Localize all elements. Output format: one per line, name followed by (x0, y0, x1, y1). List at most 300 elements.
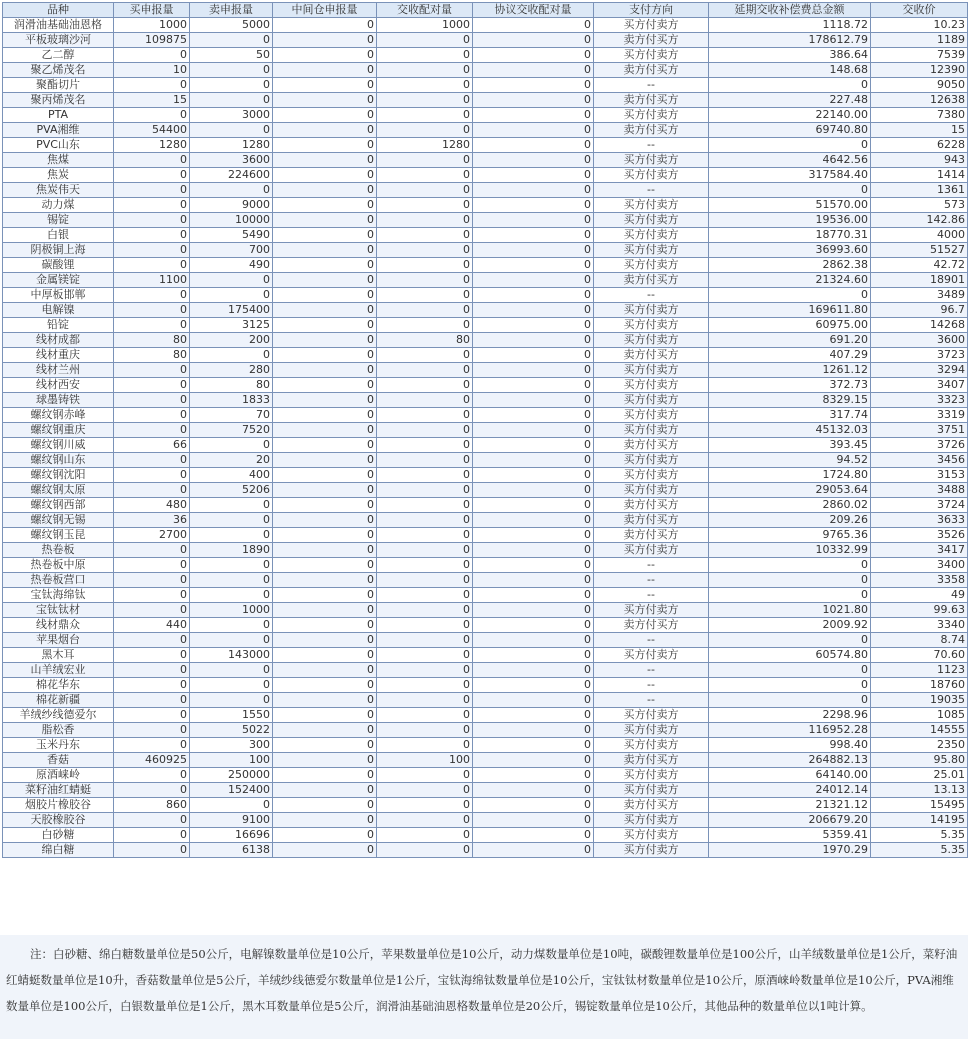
cell-agreement-matched: 0 (473, 708, 594, 723)
cell-variety: 热卷板中原 (3, 558, 114, 573)
cell-delivery-matched: 0 (377, 783, 473, 798)
cell-variety: 润滑油基础油恩格 (3, 18, 114, 33)
cell-compensation-total: 317.74 (709, 408, 871, 423)
cell-sell-declared: 9100 (190, 813, 273, 828)
cell-buy-declared: 0 (114, 243, 190, 258)
cell-payment-direction: 卖方付买方 (594, 528, 709, 543)
cell-settlement-price: 15495 (871, 798, 968, 813)
cell-compensation-total: 2862.38 (709, 258, 871, 273)
cell-payment-direction: -- (594, 138, 709, 153)
cell-agreement-matched: 0 (473, 483, 594, 498)
cell-agreement-matched: 0 (473, 123, 594, 138)
cell-buy-declared: 1280 (114, 138, 190, 153)
cell-agreement-matched: 0 (473, 813, 594, 828)
table-row (3, 513, 968, 528)
cell-intermediate-declared: 0 (273, 588, 377, 603)
cell-intermediate-declared: 0 (273, 543, 377, 558)
cell-agreement-matched: 0 (473, 183, 594, 198)
cell-compensation-total: 1118.72 (709, 18, 871, 33)
cell-buy-declared: 0 (114, 573, 190, 588)
cell-buy-declared: 0 (114, 183, 190, 198)
settlement-table-container (2, 2, 967, 858)
cell-intermediate-declared: 0 (273, 678, 377, 693)
cell-buy-declared: 0 (114, 468, 190, 483)
cell-buy-declared: 0 (114, 198, 190, 213)
cell-compensation-total: 51570.00 (709, 198, 871, 213)
cell-sell-declared: 20 (190, 453, 273, 468)
cell-settlement-price: 1361 (871, 183, 968, 198)
cell-compensation-total: 0 (709, 138, 871, 153)
cell-variety: 聚乙烯茂名 (3, 63, 114, 78)
header-buy-declared: 买申报量 (114, 3, 190, 18)
cell-compensation-total: 169611.80 (709, 303, 871, 318)
cell-payment-direction: 买方付卖方 (594, 543, 709, 558)
cell-variety: 热卷板 (3, 543, 114, 558)
cell-settlement-price: 25.01 (871, 768, 968, 783)
table-row (3, 573, 968, 588)
cell-variety: 棉花华东 (3, 678, 114, 693)
cell-delivery-matched: 0 (377, 393, 473, 408)
cell-agreement-matched: 0 (473, 348, 594, 363)
cell-intermediate-declared: 0 (273, 618, 377, 633)
cell-intermediate-declared: 0 (273, 498, 377, 513)
cell-intermediate-declared: 0 (273, 63, 377, 78)
table-row (3, 378, 968, 393)
cell-compensation-total: 18770.31 (709, 228, 871, 243)
cell-delivery-matched: 0 (377, 663, 473, 678)
delivery-settlement-table (2, 2, 968, 858)
cell-buy-declared: 0 (114, 648, 190, 663)
cell-variety: 螺纹钢赤峰 (3, 408, 114, 423)
cell-variety: 螺纹钢玉昆 (3, 528, 114, 543)
cell-buy-declared: 0 (114, 228, 190, 243)
table-row (3, 813, 968, 828)
cell-delivery-matched: 0 (377, 498, 473, 513)
header-compensation-total: 延期交收补偿费总金额 (709, 3, 871, 18)
cell-sell-declared: 10000 (190, 213, 273, 228)
cell-buy-declared: 0 (114, 678, 190, 693)
cell-payment-direction: 卖方付买方 (594, 513, 709, 528)
cell-agreement-matched: 0 (473, 288, 594, 303)
cell-buy-declared: 0 (114, 813, 190, 828)
cell-payment-direction: 卖方付买方 (594, 798, 709, 813)
cell-payment-direction: 买方付卖方 (594, 483, 709, 498)
cell-compensation-total: 60975.00 (709, 318, 871, 333)
table-row (3, 603, 968, 618)
cell-variety: 螺纹钢太原 (3, 483, 114, 498)
cell-agreement-matched: 0 (473, 663, 594, 678)
header-delivery-matched: 交收配对量 (377, 3, 473, 18)
cell-intermediate-declared: 0 (273, 318, 377, 333)
cell-payment-direction: 买方付卖方 (594, 258, 709, 273)
cell-compensation-total: 1970.29 (709, 843, 871, 858)
cell-buy-declared: 54400 (114, 123, 190, 138)
cell-compensation-total: 4642.56 (709, 153, 871, 168)
cell-agreement-matched: 0 (473, 363, 594, 378)
cell-agreement-matched: 0 (473, 603, 594, 618)
cell-settlement-price: 5.35 (871, 828, 968, 843)
cell-variety: 焦煤 (3, 153, 114, 168)
cell-agreement-matched: 0 (473, 558, 594, 573)
cell-buy-declared: 1000 (114, 18, 190, 33)
cell-intermediate-declared: 0 (273, 738, 377, 753)
cell-delivery-matched: 1280 (377, 138, 473, 153)
table-row (3, 723, 968, 738)
cell-buy-declared: 0 (114, 303, 190, 318)
table-row (3, 618, 968, 633)
cell-variety: 中厚板邯郸 (3, 288, 114, 303)
cell-settlement-price: 3153 (871, 468, 968, 483)
cell-compensation-total: 60574.80 (709, 648, 871, 663)
cell-variety: 电解镍 (3, 303, 114, 318)
cell-sell-declared: 0 (190, 123, 273, 138)
cell-sell-declared: 5490 (190, 228, 273, 243)
cell-settlement-price: 3319 (871, 408, 968, 423)
cell-buy-declared: 2700 (114, 528, 190, 543)
table-row (3, 228, 968, 243)
cell-sell-declared: 0 (190, 573, 273, 588)
cell-payment-direction: 卖方付买方 (594, 63, 709, 78)
cell-agreement-matched: 0 (473, 438, 594, 453)
cell-agreement-matched: 0 (473, 408, 594, 423)
cell-variety: 焦炭 (3, 168, 114, 183)
cell-payment-direction: 买方付卖方 (594, 603, 709, 618)
cell-variety: 螺纹钢重庆 (3, 423, 114, 438)
cell-buy-declared: 0 (114, 633, 190, 648)
cell-sell-declared: 1550 (190, 708, 273, 723)
cell-delivery-matched: 0 (377, 183, 473, 198)
cell-buy-declared: 0 (114, 423, 190, 438)
table-row (3, 783, 968, 798)
cell-compensation-total: 0 (709, 288, 871, 303)
cell-delivery-matched: 0 (377, 93, 473, 108)
cell-delivery-matched: 0 (377, 243, 473, 258)
table-row (3, 33, 968, 48)
cell-buy-declared: 0 (114, 168, 190, 183)
cell-settlement-price: 3488 (871, 483, 968, 498)
cell-delivery-matched: 0 (377, 798, 473, 813)
cell-payment-direction: 买方付卖方 (594, 723, 709, 738)
cell-agreement-matched: 0 (473, 843, 594, 858)
cell-agreement-matched: 0 (473, 168, 594, 183)
cell-agreement-matched: 0 (473, 828, 594, 843)
cell-delivery-matched: 0 (377, 693, 473, 708)
cell-delivery-matched: 0 (377, 48, 473, 63)
cell-buy-declared: 0 (114, 408, 190, 423)
cell-agreement-matched: 0 (473, 138, 594, 153)
cell-payment-direction: 买方付卖方 (594, 768, 709, 783)
cell-intermediate-declared: 0 (273, 258, 377, 273)
cell-agreement-matched: 0 (473, 648, 594, 663)
cell-delivery-matched: 0 (377, 78, 473, 93)
cell-intermediate-declared: 0 (273, 48, 377, 63)
cell-delivery-matched: 0 (377, 453, 473, 468)
cell-agreement-matched: 0 (473, 723, 594, 738)
cell-delivery-matched: 0 (377, 513, 473, 528)
cell-settlement-price: 3400 (871, 558, 968, 573)
table-row (3, 273, 968, 288)
cell-buy-declared: 80 (114, 333, 190, 348)
cell-buy-declared: 0 (114, 483, 190, 498)
cell-compensation-total: 24012.14 (709, 783, 871, 798)
cell-intermediate-declared: 0 (273, 423, 377, 438)
cell-buy-declared: 0 (114, 603, 190, 618)
table-header-row (3, 3, 968, 18)
cell-delivery-matched: 0 (377, 768, 473, 783)
cell-buy-declared: 36 (114, 513, 190, 528)
cell-variety: 聚丙烯茂名 (3, 93, 114, 108)
cell-payment-direction: 买方付卖方 (594, 318, 709, 333)
header-agreement-matched: 协议交收配对量 (473, 3, 594, 18)
table-row (3, 153, 968, 168)
cell-delivery-matched: 0 (377, 648, 473, 663)
cell-agreement-matched: 0 (473, 63, 594, 78)
cell-compensation-total: 386.64 (709, 48, 871, 63)
cell-delivery-matched: 0 (377, 198, 473, 213)
cell-intermediate-declared: 0 (273, 768, 377, 783)
cell-sell-declared: 224600 (190, 168, 273, 183)
cell-buy-declared: 1100 (114, 273, 190, 288)
cell-settlement-price: 1123 (871, 663, 968, 678)
cell-sell-declared: 250000 (190, 768, 273, 783)
cell-sell-declared: 0 (190, 273, 273, 288)
cell-intermediate-declared: 0 (273, 783, 377, 798)
cell-settlement-price: 49 (871, 588, 968, 603)
cell-payment-direction: 买方付卖方 (594, 48, 709, 63)
cell-payment-direction: -- (594, 183, 709, 198)
cell-delivery-matched: 0 (377, 318, 473, 333)
cell-variety: 白砂糖 (3, 828, 114, 843)
cell-intermediate-declared: 0 (273, 243, 377, 258)
cell-agreement-matched: 0 (473, 393, 594, 408)
cell-delivery-matched: 0 (377, 348, 473, 363)
cell-agreement-matched: 0 (473, 753, 594, 768)
cell-delivery-matched: 0 (377, 618, 473, 633)
cell-payment-direction: 卖方付买方 (594, 123, 709, 138)
cell-delivery-matched: 0 (377, 468, 473, 483)
cell-compensation-total: 227.48 (709, 93, 871, 108)
cell-payment-direction: 买方付卖方 (594, 243, 709, 258)
cell-sell-declared: 0 (190, 588, 273, 603)
cell-settlement-price: 943 (871, 153, 968, 168)
cell-settlement-price: 3526 (871, 528, 968, 543)
cell-agreement-matched: 0 (473, 198, 594, 213)
cell-settlement-price: 18901 (871, 273, 968, 288)
cell-sell-declared: 1280 (190, 138, 273, 153)
table-row (3, 48, 968, 63)
cell-compensation-total: 2860.02 (709, 498, 871, 513)
table-row (3, 18, 968, 33)
cell-delivery-matched: 0 (377, 228, 473, 243)
cell-settlement-price: 14195 (871, 813, 968, 828)
cell-settlement-price: 3417 (871, 543, 968, 558)
cell-agreement-matched: 0 (473, 633, 594, 648)
cell-compensation-total: 2298.96 (709, 708, 871, 723)
cell-delivery-matched: 0 (377, 528, 473, 543)
cell-payment-direction: 买方付卖方 (594, 378, 709, 393)
cell-settlement-price: 3358 (871, 573, 968, 588)
cell-variety: 碳酸锂 (3, 258, 114, 273)
cell-agreement-matched: 0 (473, 423, 594, 438)
cell-intermediate-declared: 0 (273, 573, 377, 588)
cell-intermediate-declared: 0 (273, 513, 377, 528)
cell-variety: 天胶橡胶谷 (3, 813, 114, 828)
table-row (3, 768, 968, 783)
table-row (3, 693, 968, 708)
cell-buy-declared: 0 (114, 108, 190, 123)
cell-intermediate-declared: 0 (273, 333, 377, 348)
table-row (3, 558, 968, 573)
cell-variety: 烟胶片橡胶谷 (3, 798, 114, 813)
cell-payment-direction: 买方付卖方 (594, 813, 709, 828)
cell-delivery-matched: 0 (377, 408, 473, 423)
cell-payment-direction: 买方付卖方 (594, 153, 709, 168)
cell-agreement-matched: 0 (473, 48, 594, 63)
cell-delivery-matched: 1000 (377, 18, 473, 33)
cell-sell-declared: 5206 (190, 483, 273, 498)
cell-intermediate-declared: 0 (273, 828, 377, 843)
cell-delivery-matched: 0 (377, 33, 473, 48)
header-variety: 品种 (3, 3, 114, 18)
table-row (3, 498, 968, 513)
cell-buy-declared: 0 (114, 78, 190, 93)
cell-intermediate-declared: 0 (273, 798, 377, 813)
cell-variety: 香菇 (3, 753, 114, 768)
cell-payment-direction: 买方付卖方 (594, 783, 709, 798)
cell-intermediate-declared: 0 (273, 78, 377, 93)
cell-compensation-total: 393.45 (709, 438, 871, 453)
cell-buy-declared: 0 (114, 453, 190, 468)
cell-settlement-price: 7380 (871, 108, 968, 123)
cell-sell-declared: 152400 (190, 783, 273, 798)
cell-compensation-total: 0 (709, 558, 871, 573)
cell-delivery-matched: 0 (377, 828, 473, 843)
cell-compensation-total: 45132.03 (709, 423, 871, 438)
cell-agreement-matched: 0 (473, 738, 594, 753)
cell-agreement-matched: 0 (473, 693, 594, 708)
cell-agreement-matched: 0 (473, 213, 594, 228)
cell-compensation-total: 9765.36 (709, 528, 871, 543)
cell-sell-declared: 0 (190, 498, 273, 513)
cell-settlement-price: 3726 (871, 438, 968, 453)
table-row (3, 123, 968, 138)
cell-buy-declared: 10 (114, 63, 190, 78)
cell-agreement-matched: 0 (473, 18, 594, 33)
cell-intermediate-declared: 0 (273, 138, 377, 153)
cell-buy-declared: 0 (114, 783, 190, 798)
table-row (3, 423, 968, 438)
cell-sell-declared: 300 (190, 738, 273, 753)
table-row (3, 738, 968, 753)
table-row (3, 753, 968, 768)
cell-agreement-matched: 0 (473, 108, 594, 123)
cell-variety: 羊绒纱线德爱尔 (3, 708, 114, 723)
cell-variety: PTA (3, 108, 114, 123)
cell-sell-declared: 0 (190, 618, 273, 633)
cell-delivery-matched: 0 (377, 288, 473, 303)
cell-intermediate-declared: 0 (273, 558, 377, 573)
cell-settlement-price: 573 (871, 198, 968, 213)
cell-buy-declared: 0 (114, 828, 190, 843)
cell-compensation-total: 0 (709, 573, 871, 588)
cell-intermediate-declared: 0 (273, 273, 377, 288)
cell-intermediate-declared: 0 (273, 363, 377, 378)
cell-compensation-total: 8329.15 (709, 393, 871, 408)
cell-sell-declared: 0 (190, 288, 273, 303)
cell-compensation-total: 10332.99 (709, 543, 871, 558)
cell-buy-declared: 480 (114, 498, 190, 513)
cell-variety: 螺纹钢沈阳 (3, 468, 114, 483)
cell-intermediate-declared: 0 (273, 603, 377, 618)
cell-sell-declared: 6138 (190, 843, 273, 858)
cell-settlement-price: 14555 (871, 723, 968, 738)
cell-variety: PVA湘维 (3, 123, 114, 138)
cell-intermediate-declared: 0 (273, 708, 377, 723)
table-row (3, 213, 968, 228)
cell-compensation-total: 29053.64 (709, 483, 871, 498)
cell-buy-declared: 0 (114, 393, 190, 408)
cell-agreement-matched: 0 (473, 528, 594, 543)
cell-variety: 玉米丹东 (3, 738, 114, 753)
cell-variety: 聚酯切片 (3, 78, 114, 93)
cell-intermediate-declared: 0 (273, 483, 377, 498)
cell-buy-declared: 0 (114, 843, 190, 858)
cell-payment-direction: -- (594, 693, 709, 708)
cell-buy-declared: 440 (114, 618, 190, 633)
cell-sell-declared: 7520 (190, 423, 273, 438)
cell-intermediate-declared: 0 (273, 393, 377, 408)
cell-compensation-total: 691.20 (709, 333, 871, 348)
cell-payment-direction: -- (594, 573, 709, 588)
cell-sell-declared: 0 (190, 33, 273, 48)
cell-agreement-matched: 0 (473, 453, 594, 468)
cell-settlement-price: 9050 (871, 78, 968, 93)
cell-settlement-price: 1085 (871, 708, 968, 723)
cell-sell-declared: 143000 (190, 648, 273, 663)
cell-settlement-price: 3294 (871, 363, 968, 378)
table-row (3, 258, 968, 273)
table-row (3, 438, 968, 453)
cell-variety: 绵白糖 (3, 843, 114, 858)
table-row (3, 708, 968, 723)
cell-compensation-total: 0 (709, 78, 871, 93)
cell-agreement-matched: 0 (473, 798, 594, 813)
cell-sell-declared: 5022 (190, 723, 273, 738)
cell-compensation-total: 19536.00 (709, 213, 871, 228)
table-row (3, 138, 968, 153)
cell-intermediate-declared: 0 (273, 228, 377, 243)
cell-buy-declared: 0 (114, 708, 190, 723)
cell-sell-declared: 0 (190, 93, 273, 108)
cell-buy-declared: 0 (114, 588, 190, 603)
cell-sell-declared: 0 (190, 558, 273, 573)
cell-sell-declared: 400 (190, 468, 273, 483)
cell-compensation-total: 0 (709, 588, 871, 603)
table-row (3, 63, 968, 78)
cell-compensation-total: 372.73 (709, 378, 871, 393)
cell-payment-direction: 买方付卖方 (594, 468, 709, 483)
cell-delivery-matched: 0 (377, 123, 473, 138)
cell-variety: 阴极铜上海 (3, 243, 114, 258)
cell-buy-declared: 0 (114, 738, 190, 753)
cell-settlement-price: 19035 (871, 693, 968, 708)
cell-intermediate-declared: 0 (273, 183, 377, 198)
cell-compensation-total: 998.40 (709, 738, 871, 753)
cell-payment-direction: 买方付卖方 (594, 303, 709, 318)
cell-variety: 动力煤 (3, 198, 114, 213)
cell-delivery-matched: 0 (377, 813, 473, 828)
cell-payment-direction: 买方付卖方 (594, 648, 709, 663)
